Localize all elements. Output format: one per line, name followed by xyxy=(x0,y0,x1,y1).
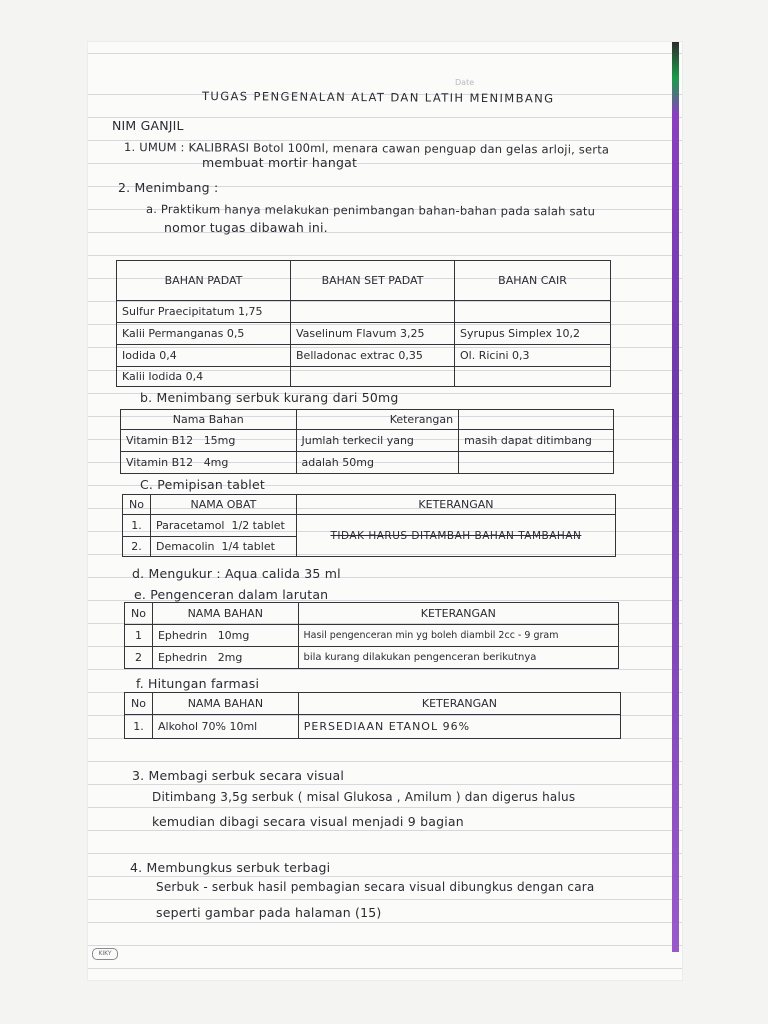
section4-heading: 4. Membungkus serbuk terbagi xyxy=(130,860,331,875)
table-header-keterangan: Keterangan xyxy=(296,410,459,430)
cell-qty: 4mg xyxy=(203,456,229,469)
table-header-nama-obat: NAMA OBAT xyxy=(150,495,296,515)
cell-name: Alkohol 70% 10ml xyxy=(152,715,298,739)
table-row xyxy=(123,515,616,537)
table-header-no: No xyxy=(125,693,153,715)
cell-qty: 0,4 xyxy=(185,370,204,383)
section4-line1: Serbuk - serbuk hasil pembagian secara visual dibungkus dengan cara xyxy=(156,880,595,894)
table-header-keterangan: KETERANGAN xyxy=(296,495,615,515)
cell-qty: 1/2 tablet xyxy=(231,519,285,532)
table-header-nama-bahan: NAMA BAHAN xyxy=(152,603,298,625)
table-row xyxy=(117,367,611,387)
cell-qty: 10,2 xyxy=(555,327,581,340)
section3-line1: Ditimbang 3,5g serbuk ( misal Glukosa , Amilum ) dan digerus halus xyxy=(152,790,576,804)
cell-qty: 2mg xyxy=(217,651,243,664)
cell-name: Vitamin B12 xyxy=(126,434,194,447)
section-d-text: d. Mengukur : Aqua calida 35 ml xyxy=(132,566,341,581)
table-header-no: No xyxy=(123,495,151,515)
date-label: Date xyxy=(455,78,475,87)
cell-keterangan: masih dapat ditimbang xyxy=(459,430,614,452)
table-header-keterangan: KETERANGAN xyxy=(298,693,620,715)
cell-no: 1 xyxy=(125,625,153,647)
section3-line2: kemudian dibagi secara visual menjadi 9 bagian xyxy=(152,814,464,829)
table-header-keterangan: KETERANGAN xyxy=(298,603,618,625)
cell-qty: 1/4 tablet xyxy=(221,540,275,553)
table-bahan xyxy=(116,260,611,387)
section3-heading: 3. Membagi serbuk secara visual xyxy=(132,768,345,783)
section-f-heading: f. Hitungan farmasi xyxy=(136,676,260,691)
cell-qty: 3,25 xyxy=(400,327,425,340)
table-row xyxy=(125,715,621,739)
table-header-no: No xyxy=(125,603,153,625)
table-row xyxy=(125,647,619,669)
cell-qty: 0,3 xyxy=(512,349,530,362)
cell-name: Kalii Permanganas xyxy=(122,327,224,340)
cell-name: Iodida xyxy=(122,349,156,362)
cell-qty: 15mg xyxy=(203,434,236,447)
nim-label: NIM GANJIL xyxy=(112,118,184,133)
cell-name: Belladonac extrac xyxy=(296,349,395,362)
cell-keterangan xyxy=(459,452,614,474)
cell-name: Ol. Ricini xyxy=(460,349,509,362)
cell-no: 2. xyxy=(123,537,151,557)
table-row xyxy=(117,345,611,367)
section1-line2: membuat mortir hangat xyxy=(202,155,358,170)
section1-line1: 1. UMUM : KALIBRASI Botol 100ml, menara cawan penguap dan gelas arloji, serta xyxy=(123,140,610,157)
cell-name: Sulfur Praecipitatum xyxy=(122,305,235,318)
cell-no: 2 xyxy=(125,647,153,669)
cell-keterangan: TIDAK HARUS DITAMBAH BAHAN TAMBAHAN xyxy=(296,515,615,557)
page-label: KIKY xyxy=(92,948,118,960)
cell-keterangan: Hasil pengenceran min yg boleh diambil 2cc - 9 gram xyxy=(298,625,618,647)
table-header-nama-bahan: Nama Bahan xyxy=(121,410,297,430)
cell-qty: 0,35 xyxy=(398,349,423,362)
section-b-heading: b. Menimbang serbuk kurang dari 50mg xyxy=(140,390,399,405)
cell-keterangan: adalah 50mg xyxy=(296,452,459,474)
cell-name: Demacolin xyxy=(155,540,215,553)
cell-no: 1. xyxy=(125,715,153,739)
cell-no: 1. xyxy=(123,515,151,537)
cell-name: Paracetamol xyxy=(155,519,225,532)
table-row xyxy=(121,452,614,474)
table-row xyxy=(121,430,614,452)
cell-name: Ephedrin xyxy=(157,651,208,664)
cell-qty: 0,4 xyxy=(159,349,177,362)
table-row xyxy=(117,323,611,345)
cell-qty: 0,5 xyxy=(226,327,245,340)
cell-name: Vitamin B12 xyxy=(126,456,194,469)
table-pengenceran xyxy=(124,602,619,669)
table-pemipisan xyxy=(122,494,616,557)
table-header-bahan-padat: BAHAN PADAT xyxy=(117,261,291,301)
table-row xyxy=(117,301,611,323)
table-header-bahan-cair: BAHAN CAIR xyxy=(455,261,611,301)
page-edge-stripe xyxy=(672,42,679,952)
section-c-heading: C. Pemipisan tablet xyxy=(140,477,265,492)
cell-name: Syrupus Simplex xyxy=(460,327,553,340)
table-header-empty xyxy=(459,410,614,430)
cell-keterangan: bila kurang dilakukan pengenceran berikutnya xyxy=(298,647,618,669)
cell-qty: 1,75 xyxy=(238,305,263,318)
cell-keterangan: PERSEDIAAN ETANOL 96% xyxy=(298,715,620,739)
table-header-nama-bahan: NAMA BAHAN xyxy=(152,693,298,715)
section4-line2: seperti gambar pada halaman (15) xyxy=(156,905,382,920)
table-serbuk xyxy=(120,409,614,474)
cell-name: Kalii Iodida xyxy=(122,370,183,383)
table-row xyxy=(125,625,619,647)
table-header-bahan-set-padat: BAHAN SET PADAT xyxy=(291,261,455,301)
cell-qty: 10mg xyxy=(217,629,250,642)
page-title: TUGAS PENGENALAN ALAT DAN LATIH MENIMBANG xyxy=(201,89,555,106)
section2-a-line1: a. Praktikum hanya melakukan penimbangan bahan-bahan pada salah satu xyxy=(145,202,596,219)
section-e-heading: e. Pengenceran dalam larutan xyxy=(134,587,329,602)
table-hitungan xyxy=(124,692,621,739)
section2-a-line2: nomor tugas dibawah ini. xyxy=(164,220,328,235)
cell-keterangan: Jumlah terkecil yang xyxy=(296,430,459,452)
cell-name: Ephedrin xyxy=(157,629,208,642)
cell-name: Vaselinum Flavum xyxy=(296,327,397,340)
section2-heading: 2. Menimbang : xyxy=(118,180,219,195)
